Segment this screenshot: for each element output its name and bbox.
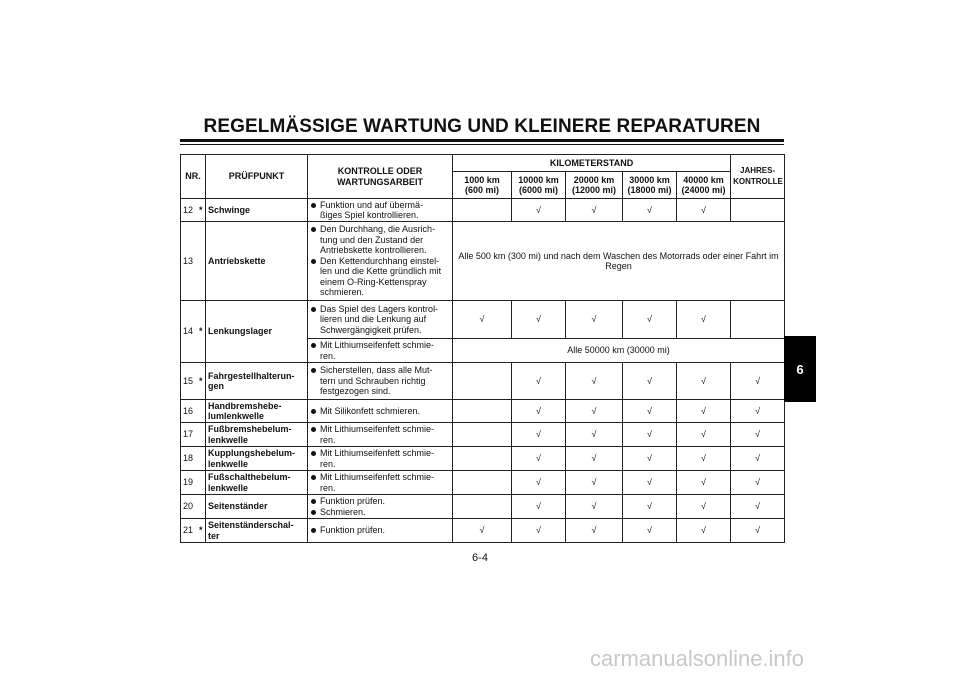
page-number: 6-4	[472, 552, 488, 564]
row-star	[197, 222, 206, 301]
table-row	[181, 495, 785, 519]
check-mark: √	[731, 447, 785, 471]
check-mark: √	[623, 199, 677, 222]
table-row	[181, 222, 785, 301]
row-star: *	[197, 199, 206, 222]
check-mark	[453, 423, 512, 447]
row-action	[308, 423, 453, 447]
row-action	[308, 519, 453, 543]
action-item: Funktion und auf übermä- ßiges Spiel kontrollieren.	[310, 200, 450, 221]
header-nr: NR.	[181, 155, 206, 199]
check-mark: √	[512, 519, 566, 543]
row-part: Handbremshebe- lumlenkwelle	[206, 400, 308, 423]
header-km-30000: 30000 km (18000 mi)	[623, 172, 677, 199]
check-mark: √	[677, 495, 731, 519]
row-part: Seitenständer	[206, 495, 308, 519]
row-action	[308, 199, 453, 222]
check-mark: √	[623, 471, 677, 495]
row-star	[197, 400, 206, 423]
check-mark: √	[566, 363, 623, 400]
row-star	[197, 423, 206, 447]
check-mark: √	[623, 301, 677, 339]
check-mark: √	[566, 400, 623, 423]
check-mark: √	[566, 495, 623, 519]
action-item: Sicherstellen, dass alle Mut- tern und Schrauben richtig festgezogen sind.	[310, 365, 450, 397]
check-mark: √	[677, 400, 731, 423]
check-mark: √	[677, 301, 731, 339]
check-mark	[453, 199, 512, 222]
table-row	[181, 471, 785, 495]
row-star	[197, 495, 206, 519]
check-mark: √	[623, 363, 677, 400]
row-number: 15	[181, 363, 197, 400]
row-star	[197, 471, 206, 495]
title-rule-thin	[180, 144, 784, 145]
row-number: 18	[181, 447, 197, 471]
check-mark: √	[566, 519, 623, 543]
row-action	[308, 400, 453, 423]
table-row	[181, 301, 785, 339]
check-mark: √	[566, 447, 623, 471]
action-item: Mit Silikonfett schmieren.	[310, 406, 450, 417]
header-km-1000: 1000 km (600 mi)	[453, 172, 512, 199]
check-mark	[731, 301, 785, 339]
action-item: Mit Lithiumseifenfett schmie- ren.	[310, 472, 450, 493]
table-row	[181, 447, 785, 471]
check-mark: √	[623, 519, 677, 543]
check-mark: √	[731, 423, 785, 447]
check-mark: √	[512, 423, 566, 447]
check-mark: √	[512, 199, 566, 222]
check-mark: √	[623, 447, 677, 471]
row-action	[308, 363, 453, 400]
header-annual: JAHRES- KONTROLLE	[731, 155, 785, 199]
row-part: Seitenständerschal- ter	[206, 519, 308, 543]
row-number: 19	[181, 471, 197, 495]
check-mark: √	[677, 199, 731, 222]
check-mark: √	[677, 471, 731, 495]
row-star	[197, 447, 206, 471]
maintenance-table	[180, 154, 785, 543]
action-item: Mit Lithiumseifenfett schmie- ren.	[310, 448, 450, 469]
check-mark: √	[623, 400, 677, 423]
check-mark: √	[453, 301, 512, 339]
check-mark: √	[512, 301, 566, 339]
header-action: KONTROLLE ODER WARTUNGSARBEIT	[308, 155, 453, 199]
check-mark: √	[512, 447, 566, 471]
check-mark: √	[512, 400, 566, 423]
row-star: *	[197, 363, 206, 400]
check-mark: √	[731, 471, 785, 495]
action-item: Mit Lithiumseifenfett schmie- ren.	[310, 424, 450, 445]
table-row	[181, 400, 785, 423]
check-mark: √	[512, 471, 566, 495]
action-item: Das Spiel des Lagers kontrol- lieren und die Lenkung auf Schwergängigkeit prüfen.	[310, 304, 450, 336]
check-mark: √	[731, 400, 785, 423]
check-mark	[453, 495, 512, 519]
header-km-10000: 10000 km (6000 mi)	[512, 172, 566, 199]
row-action	[308, 222, 453, 301]
row-part: Schwinge	[206, 199, 308, 222]
title-rule-thick	[180, 139, 784, 142]
header-part: PRÜFPUNKT	[206, 155, 308, 199]
chapter-tab: 6	[784, 336, 816, 402]
interval-note: Alle 50000 km (30000 mi)	[453, 339, 785, 363]
interval-note: Alle 500 km (300 mi) und nach dem Waschen des Motorrads oder einer Fahrt im Regen	[453, 222, 785, 301]
check-mark: √	[453, 519, 512, 543]
row-number: 14	[181, 301, 197, 363]
header-km-20000: 20000 km (12000 mi)	[566, 172, 623, 199]
row-part: Antriebskette	[206, 222, 308, 301]
action-item: Funktion prüfen.	[310, 496, 450, 507]
check-mark: √	[512, 495, 566, 519]
row-part: Kupplungshebelum- lenkwelle	[206, 447, 308, 471]
action-item: Funktion prüfen.	[310, 525, 450, 536]
watermark: carmanualsonline.info	[590, 646, 805, 671]
row-number: 20	[181, 495, 197, 519]
check-mark: √	[623, 495, 677, 519]
action-item: Den Durchhang, die Ausrich- tung und den Zustand der Antriebskette kontrollieren.	[310, 224, 450, 256]
row-number: 17	[181, 423, 197, 447]
action-item: Den Kettendurchhang einstel- len und die Kette gründlich mit einem O-Ring-Kettenspray schmieren.	[310, 256, 450, 298]
row-star: *	[197, 519, 206, 543]
check-mark: √	[731, 495, 785, 519]
check-mark: √	[677, 423, 731, 447]
row-number: 21	[181, 519, 197, 543]
check-mark: √	[677, 519, 731, 543]
check-mark: √	[623, 423, 677, 447]
row-part: Fahrgestellhalterun- gen	[206, 363, 308, 400]
row-number: 12	[181, 199, 197, 222]
check-mark	[453, 400, 512, 423]
check-mark	[453, 447, 512, 471]
row-action	[308, 447, 453, 471]
page-title: REGELMÄSSIGE WARTUNG UND KLEINERE REPARATUREN	[203, 116, 761, 137]
action-item: Schmieren.	[310, 507, 450, 518]
check-mark: √	[566, 423, 623, 447]
row-action	[308, 471, 453, 495]
check-mark	[731, 199, 785, 222]
header-km-40000: 40000 km (24000 mi)	[677, 172, 731, 199]
row-action	[308, 301, 453, 339]
check-mark: √	[677, 447, 731, 471]
check-mark: √	[731, 519, 785, 543]
check-mark: √	[566, 199, 623, 222]
check-mark: √	[731, 363, 785, 400]
action-item: Mit Lithiumseifenfett schmie- ren.	[310, 340, 450, 361]
check-mark	[453, 471, 512, 495]
check-mark: √	[677, 363, 731, 400]
row-star: *	[197, 301, 206, 363]
table-row	[181, 199, 785, 222]
row-action	[308, 495, 453, 519]
row-part: Fußschalthebelum- lenkwelle	[206, 471, 308, 495]
table-row	[181, 519, 785, 543]
check-mark: √	[566, 301, 623, 339]
row-part: Fußbremshebelum- lenkwelle	[206, 423, 308, 447]
check-mark: √	[566, 471, 623, 495]
check-mark	[453, 363, 512, 400]
row-action	[308, 339, 453, 363]
row-part: Lenkungslager	[206, 301, 308, 363]
row-number: 16	[181, 400, 197, 423]
row-number: 13	[181, 222, 197, 301]
table-row	[181, 363, 785, 400]
table-row	[181, 423, 785, 447]
check-mark: √	[512, 363, 566, 400]
header-km-group: KILOMETERSTAND	[453, 155, 731, 172]
